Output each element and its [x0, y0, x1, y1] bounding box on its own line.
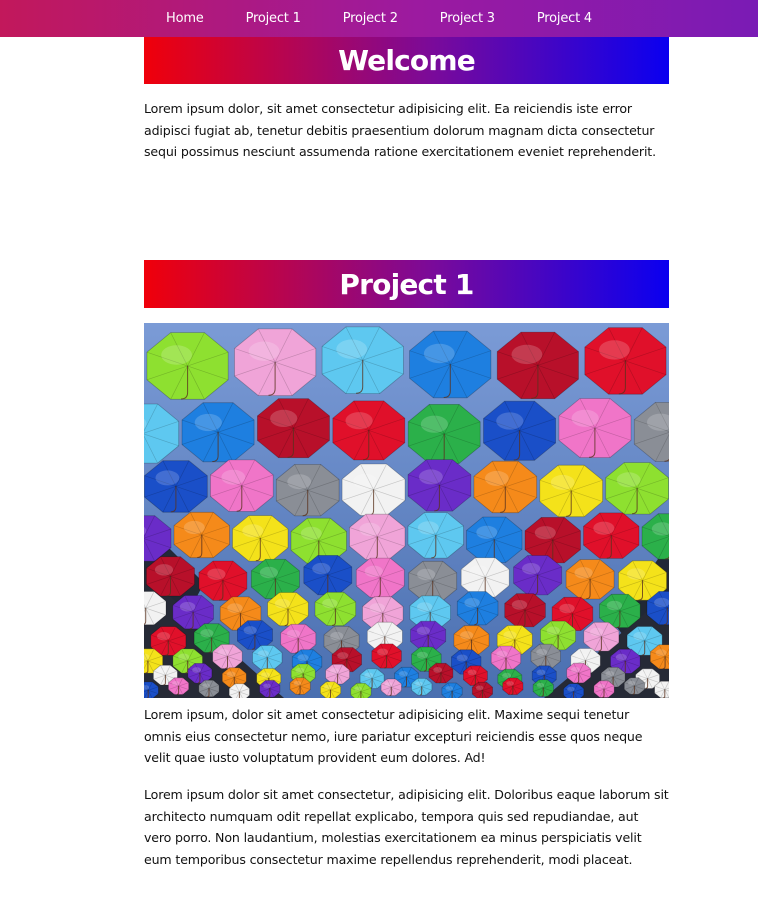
umbrella-shape: [484, 401, 556, 460]
umbrella-shape: [333, 401, 405, 460]
umbrella-shape: [320, 682, 340, 698]
umbrella-shape: [276, 464, 339, 516]
umbrella-shape: [540, 465, 603, 517]
umbrella-shape: [531, 644, 561, 668]
umbrella-shape: [474, 461, 537, 513]
umbrella-shape: [412, 678, 432, 695]
umbrella-shape: [442, 683, 462, 698]
umbrella-shape: [372, 644, 402, 668]
umbrella-shape: [146, 557, 194, 596]
umbrella-shape: [606, 463, 669, 514]
umbrella-shape: [253, 646, 283, 670]
umbrella-shape: [497, 332, 578, 399]
umbrella-shape: [182, 403, 254, 462]
umbrella-shape: [594, 681, 614, 698]
nav-home[interactable]: Home: [166, 11, 204, 26]
umbrella-shape: [457, 592, 498, 625]
umbrella-shape: [268, 593, 309, 626]
umbrella-shape: [322, 327, 403, 394]
welcome-paragraph: Lorem ipsum dolor, sit amet consectetur adipisicing elit. Ea reiciendis iste error adipisci fugiat ab, tenetur debitis praesentium dolorum magnam dicta consectetur sequi possimus nesciunt assumenda ratione exercitationem eveniet reprehenderit.: [144, 101, 656, 159]
umbrella-shape: [350, 514, 406, 559]
umbrella-shape: [304, 555, 352, 594]
umbrella-shape: [260, 680, 280, 697]
umbrella-shape: [235, 329, 316, 396]
umbrella-shape: [503, 678, 523, 695]
top-navbar: [0, 0, 758, 37]
nav-project-2[interactable]: Project 2: [342, 11, 398, 26]
umbrella-shape: [505, 594, 546, 627]
project1-paragraph-2: Lorem ipsum dolor sit amet consectetur, adipisicing elit. Doloribus eaque laborum sit architecto numquam odit repellat explicabo, tempora quis sed repudiandae, aut vero porro. Non laudantium, molestias exercitationem ea minus perspiciatis velit eum temporibus consectetur maxime repellendus reprehenderit, modi placeat.: [144, 787, 669, 867]
umbrella-shape: [566, 560, 614, 599]
umbrella-shape: [411, 621, 446, 650]
umbrella-shape: [237, 621, 272, 650]
project1-image: [144, 323, 669, 698]
umbrellas-photo: [144, 323, 669, 698]
umbrella-shape: [467, 517, 523, 563]
nav-project-3[interactable]: Project 3: [439, 11, 495, 26]
umbrella-shape: [472, 682, 492, 698]
umbrella-shape: [229, 684, 249, 698]
umbrella-shape: [351, 683, 371, 698]
umbrella-shape: [410, 331, 491, 398]
umbrella-shape: [213, 644, 243, 668]
umbrella-shape: [281, 624, 316, 653]
umbrella-shape: [257, 399, 329, 458]
umbrella-shape: [315, 592, 356, 625]
nav-project-4[interactable]: Project 4: [536, 11, 592, 26]
umbrella-shape: [567, 663, 591, 683]
welcome-header: [144, 36, 669, 84]
umbrella-shape: [564, 684, 584, 698]
welcome-title: Welcome: [338, 43, 475, 77]
umbrella-shape: [210, 460, 273, 512]
umbrella-shape: [514, 556, 562, 595]
umbrella-shape: [584, 622, 619, 651]
umbrella-shape: [199, 561, 247, 600]
umbrella-shape: [585, 328, 666, 395]
umbrella-shape: [559, 399, 631, 458]
umbrella-shape: [533, 680, 553, 697]
umbrella-shape: [326, 664, 350, 684]
umbrella-shape: [147, 333, 228, 400]
umbrella-shape: [491, 646, 521, 670]
umbrella-shape: [584, 513, 640, 559]
umbrella-shape: [408, 404, 480, 463]
nav-project-1[interactable]: Project 1: [245, 11, 301, 26]
umbrella-shape: [356, 558, 404, 597]
umbrella-shape: [290, 678, 310, 695]
umbrella-shape: [408, 513, 464, 559]
umbrella-shape: [145, 461, 208, 513]
project1-title: Project 1: [339, 267, 474, 301]
umbrella-shape: [342, 464, 405, 516]
umbrella-shape: [233, 516, 289, 562]
umbrella-shape: [624, 678, 644, 695]
umbrella-shape: [174, 512, 230, 557]
umbrella-shape: [408, 460, 471, 512]
project1-paragraph-1: Lorem ipsum, dolor sit amet consectetur adipisicing elit. Maxime sequi tenetur omnis eius consectetur nemo, iure pariatur excepturi reiciendis esse quos neque velit quae iusto voluptatum provident eum dolores. Ad!: [144, 707, 643, 765]
umbrella-shape: [168, 678, 188, 695]
umbrella-shape: [429, 663, 453, 683]
umbrella-shape: [199, 680, 219, 697]
umbrella-shape: [409, 561, 457, 600]
project1-header: [144, 260, 669, 308]
umbrella-shape: [381, 679, 401, 696]
